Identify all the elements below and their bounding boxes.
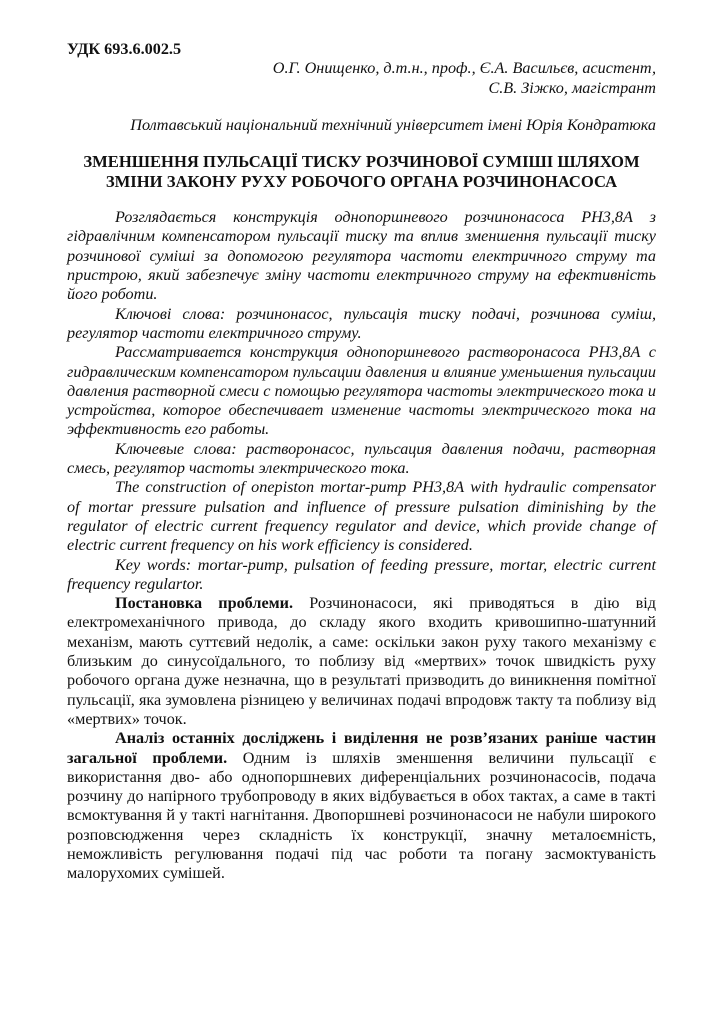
section-text: Розчинонасоси, які приводяться в дію від електромеханічного привода, до складу якого входить кривошипно-шатунний механізм, мають суттєвий недолік, а саме: оскільки закон руху такого механізму є близьким до синусоїдального, то поблизу від «мертвих» точок швидкість руху робочого органа дуже незначна, що в результаті призводить до виникнення помітної пульсації, яка зумовлена різницею у величинах подачі впродовж такту та поблизу від «мертвих» точок. <box>67 594 656 728</box>
section-heading: Аналіз останніх досліджень і виділення не розв’язаних раніше частин загальної проблеми. <box>67 729 656 767</box>
paper-page <box>67 40 656 884</box>
keywords-russian: Ключевые слова: растворонасос, пульсация давления подачи, растворная смесь, регулятор частоты электрического тока. <box>67 439 656 478</box>
abstract-russian: Рассматривается конструкция однопоршневого растворонасоса РН3,8А с гидравлическим компенсатором пульсации давления и влияние уменьшения пульсации давления растворной смеси с помощью регулятора частоты электрического тока и устройства, которое обеспечивает изменение частоты электрического тока на эффективность его работы. <box>67 343 656 439</box>
affiliation: Полтавський національний технічний університет імені Юрія Кондратюка <box>130 115 656 134</box>
abstract-english: The construction of onepiston mortar-pump РН3,8А with hydraulic compensator of mortar pressure pulsation and influence of pressure pulsation diminishing by the regulator of electric current frequency regulator and device, which provide change of electric current frequency on his work efficiency is considered. <box>67 478 656 555</box>
authors-line-2: С.В. Зіжко, магістрант <box>488 78 656 97</box>
udc-code: УДК 693.6.002.5 <box>67 40 182 58</box>
title-line-2: ЗМІНИ ЗАКОНУ РУХУ РОБОЧОГО ОРГАНА РОЗЧИНОНАСОСА <box>105 172 618 192</box>
title-line-1: ЗМЕНШЕННЯ ПУЛЬСАЦІЇ ТИСКУ РОЗЧИНОВОЇ СУМІШІ ШЛЯХОМ <box>83 152 640 172</box>
paper-title <box>67 152 656 192</box>
abstracts <box>67 208 656 594</box>
section-text: Одним із шляхів зменшення величини пульсації є використання дво- або однопоршневих диференціальних розчинонасосів, подача розчину до напірного трубопроводу в яких відбувається в обох тактах, а саме в такті всмоктування й у такті нагнітання. Двопоршневі розчинонасоси не набули широкого розповсюдження через складність їх конструкції, значну металоємність, неможливість регулювання подачі під час роботи та погану засмоктуваність малорухомих сумішей. <box>67 748 656 883</box>
body-text <box>67 594 656 883</box>
section-heading: Постановка проблеми. <box>115 594 294 613</box>
abstract-ukrainian: Розглядається конструкція однопоршневого розчинонасоса РН3,8А з гідравлічним компенсатором пульсації тиску та вплив зменшення пульсації тиску розчинової суміші за допомогою регулятора частоти електричного струму та пристрою, який забезпечує зміну частоти електричного струму на ефективність його роботи. <box>67 208 656 304</box>
authors-line-1: О.Г. Онищенко, д.т.н., проф., Є.А. Васильєв, асистент, <box>272 59 656 78</box>
keywords-ukrainian: Ключові слова: розчинонасос, пульсація тиску подачі, розчинова суміш, регулятор частоти електричного струму. <box>67 304 656 342</box>
section-problem-statement <box>67 594 656 729</box>
authors <box>67 59 656 98</box>
keywords-english: Key words: mortar-pump, pulsation of feeding pressure, mortar, electric current frequency regulartor. <box>67 555 656 593</box>
section-literature-analysis <box>67 729 656 883</box>
